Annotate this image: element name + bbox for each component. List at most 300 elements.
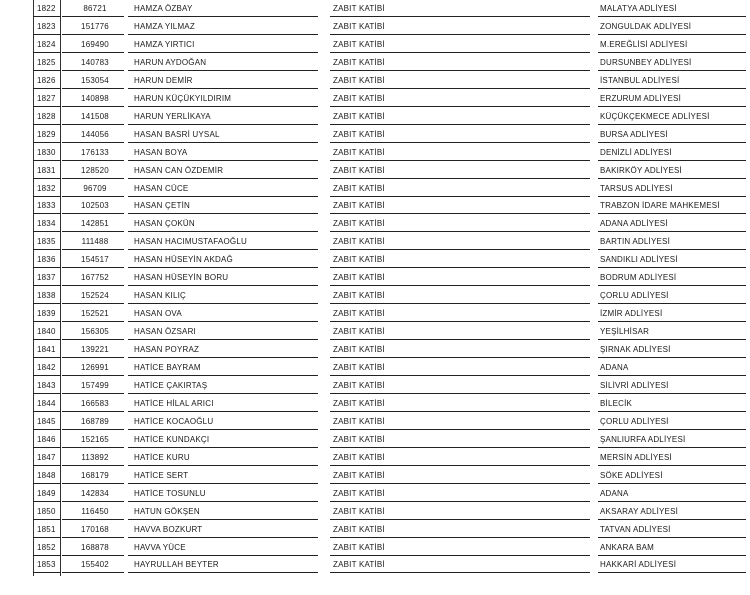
row-line-registry (62, 70, 124, 71)
person-name: HARUN KÜÇÜKYILDIRIM (134, 93, 232, 103)
registry-number: 152165 (81, 434, 109, 444)
row-line-number (33, 357, 61, 358)
row-line-position (330, 70, 590, 71)
position-title: ZABIT KATİBİ (333, 39, 385, 49)
row-line-registry (62, 357, 124, 358)
row-line-number (33, 555, 61, 556)
row-line-number (33, 321, 61, 322)
row-line-name (128, 429, 318, 430)
row-line-registry (62, 447, 124, 448)
row-line-registry (62, 321, 124, 322)
row-line-number (33, 160, 61, 161)
row-line-name (128, 411, 318, 412)
registry-number: 168878 (81, 542, 109, 552)
court-name: TATVAN ADLİYESİ (600, 524, 671, 534)
court-name: ADANA ADLİYESİ (600, 219, 668, 229)
court-name: DURSUNBEY ADLİYESİ (600, 57, 692, 67)
court-name: MERSİN ADLİYESİ (600, 452, 672, 462)
row-number: 1852 (37, 542, 56, 552)
row-line-position (330, 178, 590, 179)
registry-number: 154517 (81, 255, 109, 265)
registry-number: 167752 (81, 273, 109, 283)
position-title: ZABIT KATİBİ (333, 542, 385, 552)
table-row (0, 359, 750, 377)
row-line-number (33, 501, 61, 502)
row-line-name (128, 267, 318, 268)
row-line-court (598, 160, 746, 161)
row-line-registry (62, 52, 124, 53)
row-line-name (128, 357, 318, 358)
person-name: HATİCE KOCAOĞLU (134, 416, 214, 426)
row-number: 1847 (37, 452, 56, 462)
registry-number: 170168 (81, 524, 109, 534)
row-line-position (330, 160, 590, 161)
court-name: M.EREĞLİSİ ADLİYESİ (600, 39, 688, 49)
row-line-court (598, 106, 746, 107)
person-name: HASAN KILIÇ (134, 291, 186, 301)
table-row (0, 108, 750, 126)
row-line-number (33, 519, 61, 520)
person-name: HASAN CAN ÖZDEMİR (134, 165, 224, 175)
person-name: HASAN ÖZSARI (134, 327, 196, 337)
row-number: 1832 (37, 183, 56, 193)
position-title: ZABIT KATİBİ (333, 416, 385, 426)
row-line-court (598, 501, 746, 502)
person-name: HAMZA ÖZBAY (134, 4, 193, 13)
court-name: YEŞİLHİSAR (600, 327, 650, 337)
row-number: 1827 (37, 93, 56, 103)
row-number: 1833 (37, 201, 56, 211)
row-line-court (598, 88, 746, 89)
person-name: HAMZA YIRTICI (134, 39, 195, 49)
position-title: ZABIT KATİBİ (333, 237, 385, 247)
table-row (0, 341, 750, 359)
row-line-name (128, 70, 318, 71)
person-name: HARUN AYDOĞAN (134, 57, 207, 67)
row-line-registry (62, 572, 124, 573)
row-line-number (33, 483, 61, 484)
table-row (0, 431, 750, 449)
row-number: 1848 (37, 470, 56, 480)
registry-number: 102503 (81, 201, 109, 211)
table-row (0, 251, 750, 269)
row-line-court (598, 16, 746, 17)
court-name: TRABZON İDARE MAHKEMESİ (600, 201, 720, 211)
row-line-name (128, 483, 318, 484)
position-title: ZABIT KATİBİ (333, 147, 385, 157)
row-line-registry (62, 429, 124, 430)
registry-number: 142834 (81, 488, 109, 498)
row-number: 1830 (37, 147, 56, 157)
person-name: HASAN HÜSEYİN AKDAĞ (134, 255, 233, 265)
court-name: BARTIN ADLİYESİ (600, 237, 670, 247)
row-line-registry (62, 411, 124, 412)
row-line-position (330, 142, 590, 143)
position-title: ZABIT KATİBİ (333, 345, 385, 355)
court-name: BURSA ADLİYESİ (600, 129, 668, 139)
row-line-court (598, 429, 746, 430)
registry-number: 128520 (81, 165, 109, 175)
person-name: HARUN DEMİR (134, 75, 193, 85)
registry-number: 168179 (81, 470, 109, 480)
row-number: 1843 (37, 380, 56, 390)
person-name: HASAN HÜSEYİN BORU (134, 273, 229, 283)
row-line-number (33, 70, 61, 71)
row-line-position (330, 572, 590, 573)
row-number: 1829 (37, 129, 56, 139)
row-line-position (330, 88, 590, 89)
row-line-position (330, 447, 590, 448)
row-number: 1835 (37, 237, 56, 247)
row-line-number (33, 34, 61, 35)
registry-number: 155402 (81, 560, 109, 570)
row-line-name (128, 572, 318, 573)
table-row (0, 0, 750, 18)
position-title: ZABIT KATİBİ (333, 183, 385, 193)
position-title: ZABIT KATİBİ (333, 452, 385, 462)
row-line-position (330, 339, 590, 340)
row-line-name (128, 285, 318, 286)
row-line-court (598, 537, 746, 538)
row-line-number (33, 196, 61, 197)
row-line-court (598, 52, 746, 53)
position-title: ZABIT KATİBİ (333, 470, 385, 480)
position-title: ZABIT KATİBİ (333, 434, 385, 444)
table-row (0, 556, 750, 574)
row-line-court (598, 303, 746, 304)
row-line-court (598, 375, 746, 376)
table-row (0, 467, 750, 485)
table-row (0, 162, 750, 180)
court-name: KÜÇÜKÇEKMECE ADLİYESİ (600, 111, 710, 121)
row-line-name (128, 321, 318, 322)
registry-number: 176133 (81, 147, 109, 157)
row-line-name (128, 213, 318, 214)
registry-number: 166583 (81, 398, 109, 408)
row-line-number (33, 375, 61, 376)
row-line-registry (62, 249, 124, 250)
registry-number: 86721 (83, 4, 107, 13)
row-line-registry (62, 465, 124, 466)
position-title: ZABIT KATİBİ (333, 255, 385, 265)
table-row (0, 287, 750, 305)
row-line-registry (62, 231, 124, 232)
row-line-registry (62, 178, 124, 179)
position-title: ZABIT KATİBİ (333, 273, 385, 283)
row-line-position (330, 106, 590, 107)
row-line-name (128, 124, 318, 125)
person-name: HATİCE KURU (134, 452, 190, 462)
row-number: 1831 (37, 165, 56, 175)
row-line-court (598, 393, 746, 394)
court-name: ADANA (600, 363, 629, 372)
row-line-position (330, 34, 590, 35)
row-line-position (330, 537, 590, 538)
row-line-registry (62, 142, 124, 143)
table-row (0, 90, 750, 108)
court-name: BAKIRKÖY ADLİYESİ (600, 165, 682, 175)
registry-number: 152521 (81, 309, 109, 319)
table-row (0, 323, 750, 341)
row-number: 1836 (37, 255, 56, 265)
position-title: ZABIT KATİBİ (333, 506, 385, 516)
person-name: HARUN YERLİKAYA (134, 111, 211, 121)
row-line-number (33, 52, 61, 53)
court-name: ŞIRNAK ADLİYESİ (600, 345, 671, 355)
court-name: AKSARAY ADLİYESİ (600, 506, 679, 516)
position-title: ZABIT KATİBİ (333, 524, 385, 534)
row-number: 1840 (37, 327, 56, 337)
row-line-name (128, 231, 318, 232)
row-line-name (128, 375, 318, 376)
row-line-name (128, 303, 318, 304)
row-number: 1822 (37, 4, 56, 13)
row-line-name (128, 178, 318, 179)
row-line-number (33, 16, 61, 17)
registry-number: 152524 (81, 291, 109, 301)
row-line-court (598, 142, 746, 143)
table-row (0, 503, 750, 521)
row-number: 1828 (37, 111, 56, 121)
row-line-number (33, 465, 61, 466)
row-line-court (598, 124, 746, 125)
row-line-court (598, 465, 746, 466)
row-line-position (330, 465, 590, 466)
row-number: 1839 (37, 309, 56, 319)
person-name: HATUN GÖKŞEN (134, 506, 200, 516)
person-name: HASAN POYRAZ (134, 345, 200, 355)
row-line-registry (62, 519, 124, 520)
court-name: İSTANBUL ADLİYESİ (600, 75, 680, 85)
row-line-name (128, 501, 318, 502)
person-name: HAMZA YILMAZ (134, 21, 195, 31)
row-line-court (598, 213, 746, 214)
row-line-position (330, 16, 590, 17)
row-line-name (128, 160, 318, 161)
row-line-name (128, 555, 318, 556)
table-row (0, 377, 750, 395)
row-line-name (128, 249, 318, 250)
row-number: 1849 (37, 488, 56, 498)
row-line-court (598, 572, 746, 573)
row-number: 1844 (37, 398, 56, 408)
position-title: ZABIT KATİBİ (333, 309, 385, 319)
row-number: 1826 (37, 75, 56, 85)
court-name: BİLECİK (600, 398, 633, 408)
position-title: ZABIT KATİBİ (333, 75, 385, 85)
registry-number: 113892 (81, 452, 109, 462)
table-row (0, 72, 750, 90)
registry-number: 140783 (81, 57, 109, 67)
registry-number: 144056 (81, 129, 109, 139)
person-name: HATİCE BAYRAM (134, 363, 201, 372)
row-number: 1851 (37, 524, 56, 534)
registry-number: 157499 (81, 380, 109, 390)
table-row (0, 233, 750, 251)
row-line-court (598, 178, 746, 179)
registry-number: 126991 (81, 363, 109, 372)
court-name: SANDIKLI ADLİYESİ (600, 255, 678, 265)
row-line-name (128, 88, 318, 89)
row-line-registry (62, 303, 124, 304)
row-line-registry (62, 285, 124, 286)
row-line-position (330, 393, 590, 394)
registry-number: 116450 (81, 506, 109, 516)
position-title: ZABIT KATİBİ (333, 93, 385, 103)
registry-number: 156305 (81, 327, 109, 337)
registry-number: 140898 (81, 93, 109, 103)
row-line-position (330, 375, 590, 376)
row-number: 1850 (37, 506, 56, 516)
row-line-name (128, 447, 318, 448)
table-row (0, 180, 750, 198)
court-name: MALATYA ADLİYESİ (600, 4, 677, 13)
row-line-position (330, 303, 590, 304)
registry-number: 141508 (81, 111, 109, 121)
person-name: HASAN HACIMUSTAFAOĞLU (134, 237, 247, 247)
court-name: ÇORLU ADLİYESİ (600, 291, 669, 301)
row-line-number (33, 447, 61, 448)
person-name: HASAN ÇETİN (134, 201, 190, 211)
row-line-court (598, 267, 746, 268)
position-title: ZABIT KATİBİ (333, 201, 385, 211)
row-line-number (33, 106, 61, 107)
row-line-name (128, 465, 318, 466)
court-name: ZONGULDAK ADLİYESİ (600, 21, 692, 31)
position-title: ZABIT KATİBİ (333, 398, 385, 408)
court-name: SİLİVRİ ADLİYESİ (600, 380, 669, 390)
person-name: HATİCE HİLAL ARICI (134, 398, 214, 408)
row-line-court (598, 411, 746, 412)
row-line-court (598, 339, 746, 340)
row-line-registry (62, 501, 124, 502)
row-line-court (598, 519, 746, 520)
position-title: ZABIT KATİBİ (333, 111, 385, 121)
row-line-number (33, 88, 61, 89)
table-row (0, 18, 750, 36)
row-line-number (33, 213, 61, 214)
court-name: ERZURUM ADLİYESİ (600, 93, 681, 103)
row-line-name (128, 196, 318, 197)
row-line-position (330, 501, 590, 502)
row-line-position (330, 213, 590, 214)
position-title: ZABIT KATİBİ (333, 21, 385, 31)
court-name: DENİZLİ ADLİYESİ (600, 147, 672, 157)
person-name: HATİCE SERT (134, 470, 189, 480)
court-name: İZMİR ADLİYESİ (600, 309, 663, 319)
row-number: 1838 (37, 291, 56, 301)
row-line-name (128, 142, 318, 143)
table-row (0, 539, 750, 557)
court-name: ADANA (600, 488, 629, 498)
row-line-number (33, 285, 61, 286)
person-name: HASAN BOYA (134, 147, 188, 157)
row-number: 1853 (37, 560, 56, 570)
position-title: ZABIT KATİBİ (333, 560, 385, 570)
row-line-number (33, 411, 61, 412)
row-line-registry (62, 537, 124, 538)
row-line-court (598, 555, 746, 556)
table-row (0, 197, 750, 215)
row-line-court (598, 34, 746, 35)
row-line-name (128, 52, 318, 53)
row-line-court (598, 231, 746, 232)
person-name: HAYRULLAH BEYTER (134, 560, 219, 570)
row-line-registry (62, 160, 124, 161)
court-name: ŞANLIURFA ADLİYESİ (600, 434, 686, 444)
table-row (0, 305, 750, 323)
row-line-number (33, 231, 61, 232)
row-line-registry (62, 339, 124, 340)
row-number: 1837 (37, 273, 56, 283)
registry-number: 111488 (81, 237, 109, 247)
row-line-position (330, 196, 590, 197)
row-line-court (598, 196, 746, 197)
court-name: BODRUM ADLİYESİ (600, 273, 677, 283)
row-line-position (330, 519, 590, 520)
row-line-registry (62, 267, 124, 268)
registry-number: 139221 (81, 345, 109, 355)
row-line-number (33, 178, 61, 179)
row-line-position (330, 231, 590, 232)
row-line-name (128, 339, 318, 340)
person-name: HASAN BASRİ UYSAL (134, 129, 220, 139)
court-name: TARSUS ADLİYESİ (600, 183, 673, 193)
row-line-position (330, 429, 590, 430)
row-line-number (33, 572, 61, 573)
row-line-court (598, 285, 746, 286)
row-line-position (330, 285, 590, 286)
row-line-court (598, 321, 746, 322)
table-row (0, 449, 750, 467)
row-number: 1825 (37, 57, 56, 67)
position-title: ZABIT KATİBİ (333, 488, 385, 498)
row-line-registry (62, 393, 124, 394)
person-name: HATİCE TOSUNLU (134, 488, 206, 498)
row-line-court (598, 70, 746, 71)
row-line-position (330, 249, 590, 250)
row-line-position (330, 267, 590, 268)
registry-number: 151776 (81, 21, 109, 31)
row-line-position (330, 124, 590, 125)
row-line-name (128, 16, 318, 17)
position-title: ZABIT KATİBİ (333, 327, 385, 337)
registry-number: 96709 (83, 183, 107, 193)
row-line-name (128, 106, 318, 107)
person-name: HASAN CÜCE (134, 183, 189, 193)
table-row (0, 413, 750, 431)
row-line-registry (62, 34, 124, 35)
registry-number: 142851 (81, 219, 109, 229)
row-number: 1842 (37, 363, 56, 372)
row-line-position (330, 321, 590, 322)
row-line-name (128, 34, 318, 35)
row-number: 1823 (37, 21, 56, 31)
row-line-position (330, 411, 590, 412)
row-line-registry (62, 124, 124, 125)
row-line-court (598, 249, 746, 250)
person-name: HAVVA BOZKURT (134, 524, 203, 534)
position-title: ZABIT KATİBİ (333, 165, 385, 175)
row-line-registry (62, 375, 124, 376)
position-title: ZABIT KATİBİ (333, 291, 385, 301)
person-name: HATİCE ÇAKIRTAŞ (134, 380, 208, 390)
table-row (0, 269, 750, 287)
table-row (0, 521, 750, 539)
row-line-name (128, 537, 318, 538)
row-line-registry (62, 213, 124, 214)
row-line-name (128, 519, 318, 520)
